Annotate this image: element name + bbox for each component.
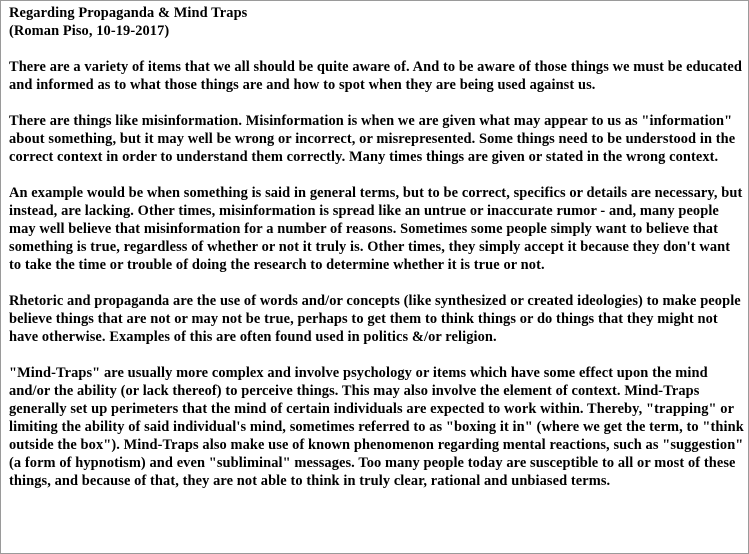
- paragraph-intro: There are a variety of items that we all should be quite aware of. And to be aware of those things we must be educated and informed as to what those things are and how to spot when they are being used against us.: [9, 59, 743, 93]
- document-byline: (Roman Piso, 10-19-2017): [9, 23, 170, 39]
- document-body: [9, 4, 745, 508]
- paragraph-example: An example would be when something is said in general terms, but to be correct, specifics or details are necessary, but instead, are lacking. Other times, misinformation is spread like an untrue or inaccurate rumor - and, many people may well believe that misinformation for a number of reasons. Sometimes some people simply want to believe that something is true, regardless of whether or not it truly is. Other times, they simply accept it because they don't want to take the time or trouble of doing the research to determine whether it is true or not.: [9, 185, 743, 273]
- paragraph-mind-traps: "Mind-Traps" are usually more complex and involve psychology or items which have some effect upon the mind and/or the ability (or lack thereof) to perceive things. This may also involve the element of context. Mind-Traps generally set up perimeters that the mind of certain individuals are expected to work within. Thereby, "trapping" or limiting the ability of said individual's mind, sometimes referred to as "boxing it in" (where we get the term, to "think outside the box"). Mind-Traps also make use of known phenomenon regarding mental reactions, such as "suggestion" (a form of hypnotism) and even "subliminal" messages. Too many people today are susceptible to all or most of these things, and because of that, they are not able to think in truly clear, rational and unbiased terms.: [9, 365, 744, 489]
- document-header: [9, 4, 745, 40]
- paragraph-rhetoric-propaganda: Rhetoric and propaganda are the use of words and/or concepts (like synthesized or created ideologies) to make people believe things that are not or may not be true, perhaps to get them to think things or do things that they might not have otherwise. Examples of this are often found used in politics &/or religion.: [9, 293, 741, 345]
- paragraph-misinformation: There are things like misinformation. Misinformation is when we are given what may appear to us as "information" about something, but it may well be wrong or incorrect, or misrepresented. Some things need to be understood in the correct context in order to understand them correctly. Many times things are given or stated in the wrong context.: [9, 113, 736, 165]
- document-title: Regarding Propaganda & Mind Traps: [9, 5, 248, 21]
